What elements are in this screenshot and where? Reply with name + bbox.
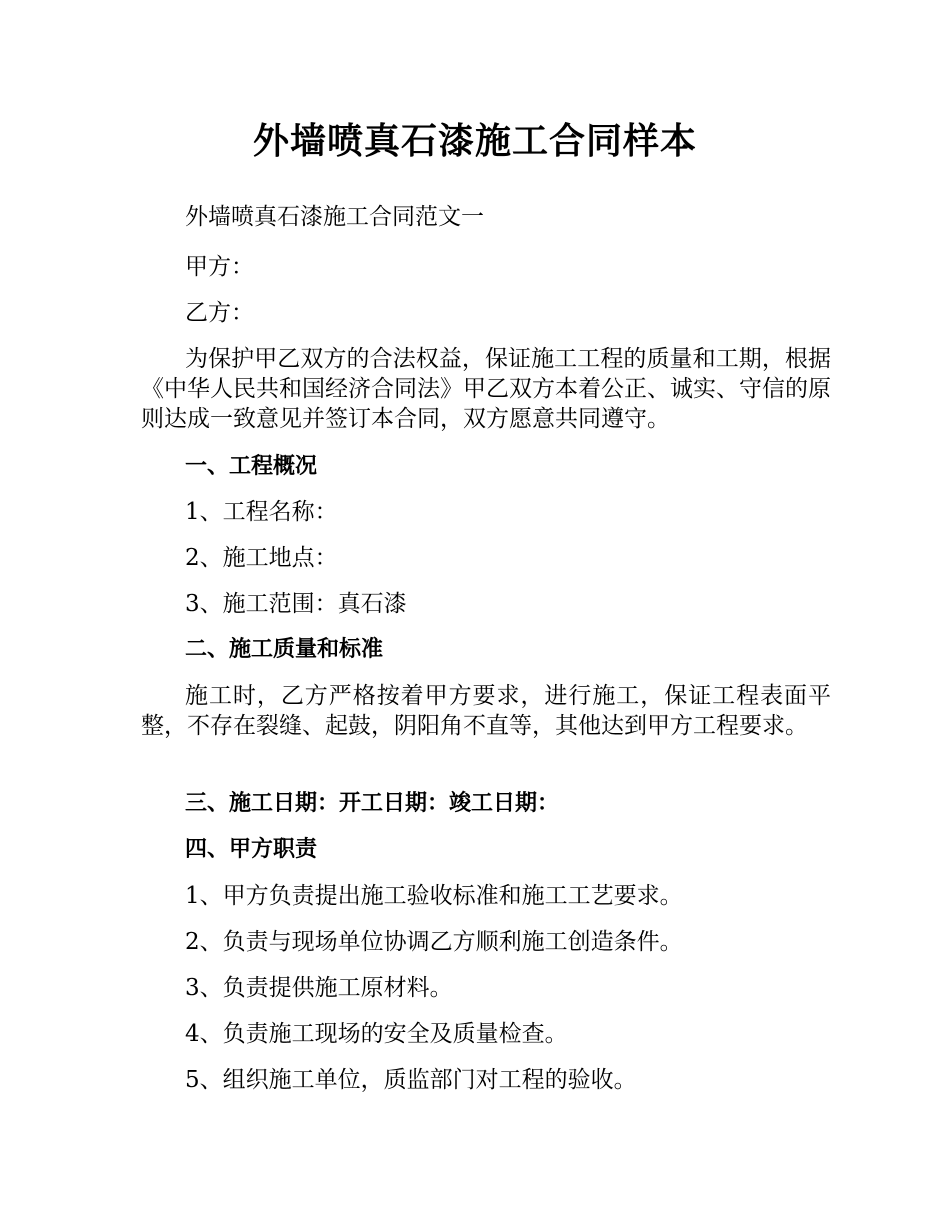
intro-paragraph: 为保护甲乙双方的合法权益，保证施工工程的质量和工期，根据《中华人民共和国经济合同法》甲乙双方本着公正、诚实、守信的原则达成一致意见并签订本合同，双方愿意共同遵守。 [141, 346, 831, 432]
party-a-label: 甲方： [185, 254, 254, 280]
section-4-item: 5、组织施工单位，质监部门对工程的验收。 [185, 1067, 637, 1093]
section-1-heading: 一、工程概况 [185, 454, 318, 479]
section-1-item: 2、施工地点： [185, 545, 338, 571]
section-4-item: 1、甲方负责提出施工验收标准和施工工艺要求。 [185, 883, 683, 909]
section-1-item: 1、工程名称： [185, 499, 338, 525]
section-4-item: 3、负责提供施工原材料。 [185, 975, 453, 1001]
party-b-label: 乙方： [185, 300, 254, 326]
section-3-heading: 三、施工日期：开工日期：竣工日期： [185, 791, 560, 816]
section-4-item: 2、负责与现场单位协调乙方顺利施工创造条件。 [185, 929, 683, 955]
section-2-paragraph: 施工时，乙方严格按着甲方要求，进行施工，保证工程表面平整，不存在裂缝、起鼓，阴阳角不直等，其他达到甲方工程要求。 [141, 683, 831, 739]
section-4-heading: 四、甲方职责 [185, 837, 318, 862]
section-1-item: 3、施工范围：真石漆 [185, 591, 407, 617]
section-2-heading: 二、施工质量和标准 [185, 637, 384, 662]
document-subtitle: 外墙喷真石漆施工合同范文一 [185, 204, 484, 230]
section-4-item: 4、负责施工现场的安全及质量检查。 [185, 1021, 568, 1047]
document-title: 外墙喷真石漆施工合同样本 [252, 121, 697, 162]
